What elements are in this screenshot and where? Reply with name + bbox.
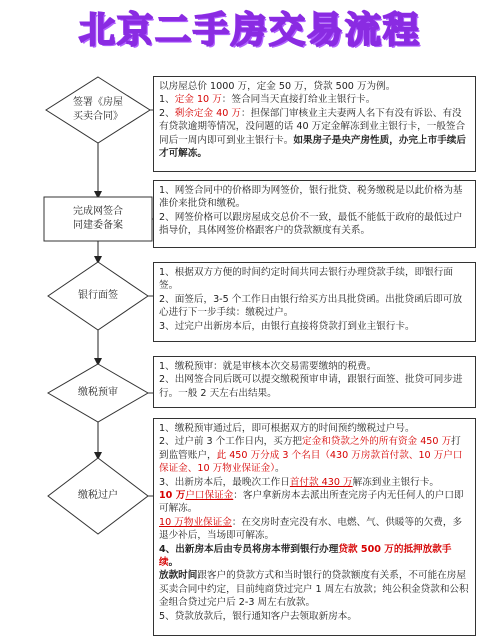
box3-line1: 1、根据双方方便的时间约定时间共同去银行办理贷款手续，即银行面签。	[159, 267, 453, 292]
box5-wuye: 10 万物业保证金：在交房时查完没有水、电燃、气、供暖等的欠费，多退少补后，当场即可解冻。	[159, 516, 463, 542]
page-title: 北京二手房交易流程	[78, 10, 421, 51]
box5-line5: 5、贷款放款后，银行通知客户去领取新房本。	[159, 610, 357, 622]
box5-line4: 4、出新房本后由专员将房本带到银行办理贷款 500 万的抵押放款手续。	[159, 543, 452, 569]
box4-line2: 2、出网签合同后既可以提交缴税预审申请，跟银行面签、批贷可同步进行。一般 2 天左右出结果。	[159, 374, 463, 399]
step4-label: 缴税预审	[78, 387, 118, 398]
box2-line2: 2、网签价格可以跟房屋成交总价不一致，最低不能低于政府的最低过户指导价，具体网签价格跟客户的贷款额度有关系。	[159, 211, 463, 237]
step5-label: 缴税过户	[78, 490, 118, 501]
step4-detail-box	[153, 356, 476, 408]
step2-detail-box	[153, 180, 476, 248]
box1-line2: 2、剩余定金 40 万：担保部门审核业主夫妻两人名下有没有诉讼、有没有贷款逾期等情况，没问题的话 40 万定金解冻到业主银行卡，一般签合同后一周内即可到业主银行卡。如果房子是央产房性质，办完上市手续后才可解冻。	[159, 107, 466, 160]
box5-line3: 3、出新房本后，最晚次工作日首付款 430 万解冻到业主银行卡。	[159, 476, 439, 488]
step3-detail-box	[153, 262, 476, 342]
step5-detail-box	[153, 418, 476, 636]
step1-label: 签署《房屋 买卖合同》	[73, 97, 123, 122]
step2-label: 完成网签合 同建委备案	[73, 206, 123, 231]
box3-line2: 2、面签后，3-5 个工作日由银行给买方出具批贷函。出批贷函后即可放心进行下一步手续：缴税过户。	[159, 293, 463, 319]
box5-hukou: 10 万户口保证金：客户拿新房本去派出所查完房子内无任何人的户口即可解冻。	[159, 490, 464, 515]
box1-intro: 以房屋总价 1000 万，定金 50 万，贷款 500 万为例。	[159, 81, 396, 92]
box4-line1: 1、缴税预审：就是审核本次交易需要缴纳的税费。	[159, 361, 377, 372]
step3-label: 银行面签	[78, 290, 118, 301]
box5-line2: 2、过户前 3 个工作日内，买方把定金和贷款之外的所有资金 450 万打到监管账户，此 450 万分成 3 个名目（430 万房款首付款、10 万户口保证金、10 万物业保证金）。	[159, 436, 463, 475]
box5-fangkuan: 放款时间跟客户的贷款方式和当时银行的贷款额度有关系，不可能在房屋买卖合同中约定，目前纯商贷过完户 1 周左右放款；纯公积金贷款和公积金组合贷过完户后 2-3 周左右放款。	[159, 570, 469, 609]
box3-line3: 3、过完户出新房本后，由银行直接将贷款打到业主银行卡。	[159, 320, 415, 332]
step1-detail-box	[153, 76, 476, 172]
box1-line1: 1、定金 10 万：签合同当天直接打给业主银行卡。	[159, 94, 376, 106]
box5-line1: 1、缴税预审通过后，即可根据双方的时间预约缴税过户号。	[159, 423, 415, 434]
box2-line1: 1、网签合同中的价格即为网签价，银行批贷、税务缴税是以此价格为基准价来批贷和缴税。	[159, 185, 463, 210]
